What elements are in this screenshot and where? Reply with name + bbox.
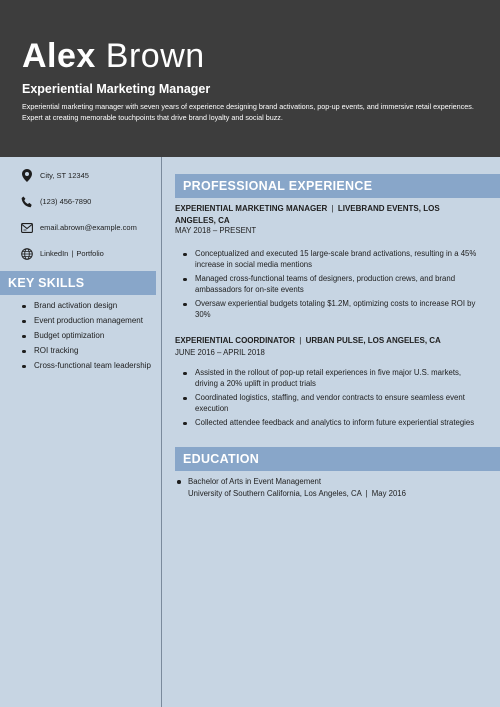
list-item: Budget optimization <box>20 331 160 342</box>
degree: Bachelor of Arts in Event Management <box>175 476 485 488</box>
list-item: Cross-functional team leadership <box>20 361 160 372</box>
school-separator: | <box>365 489 368 498</box>
contact-phone <box>20 195 91 208</box>
list-item: Conceptualized and executed 15 large-scale brand activations, resulting in a 45% increase in social media mentions <box>181 249 486 270</box>
graduation-date: May 2016 <box>371 489 406 498</box>
skills-list <box>20 301 160 376</box>
job-title-1 <box>175 203 475 226</box>
link-separator: | <box>71 249 74 258</box>
email-text[interactable]: email.abrown@example.com <box>40 223 137 232</box>
job-position: EXPERIENTIAL COORDINATOR <box>175 336 296 345</box>
job-dates-2: JUNE 2016 – APRIL 2018 <box>175 348 265 357</box>
job-company: URBAN PULSE, LOS ANGELES, CA <box>305 336 441 345</box>
job-position: EXPERIENTIAL MARKETING MANAGER <box>175 204 328 213</box>
first-name: Alex <box>22 37 96 75</box>
contact-email <box>20 221 137 234</box>
phone-text[interactable]: (123) 456-7890 <box>40 197 92 206</box>
school-line <box>175 488 485 500</box>
job-role-title: Experiential Marketing Manager <box>22 82 211 96</box>
job-bullets-2 <box>181 368 486 433</box>
list-item: ROI tracking <box>20 346 160 357</box>
location-text: City, ST 12345 <box>40 171 89 180</box>
resume-header <box>0 0 500 157</box>
column-divider <box>161 157 162 707</box>
list-item: Brand activation design <box>20 301 160 312</box>
linkedin-link[interactable]: LinkedIn <box>40 249 69 258</box>
job-company: LIVEBRAND EVENTS, LOS ANGELES, CA <box>175 204 440 225</box>
list-item: Oversaw experiential budgets totaling $1.2M, optimizing costs to increase ROI by 30% <box>181 299 486 320</box>
last-name: Brown <box>105 37 205 75</box>
list-item: Managed cross-functional teams of designers, production crews, and brand ambassadors for on-site events <box>181 274 486 295</box>
location-pin-icon <box>20 169 33 182</box>
job-title-2 <box>175 335 475 347</box>
professional-summary: Experiential marketing manager with seven years of experience designing brand activations, pop-up events, and immersive retail experiences. Expert at creating memorable touchpoints that drive brand loyalty and social buzz. <box>22 102 474 122</box>
candidate-name <box>22 36 205 76</box>
list-item: Coordinated logistics, staffing, and vendor contracts to ensure seamless event execution <box>181 393 486 414</box>
list-item: Event production management <box>20 316 160 327</box>
list-item: Assisted in the rollout of pop-up retail experiences in five major U.S. markets, driving a 20% uplift in product trials <box>181 368 486 389</box>
job-dates-1: MAY 2018 – PRESENT <box>175 226 257 235</box>
school-name: University of Southern California, Los Angeles, CA <box>188 489 362 498</box>
title-separator: | <box>299 336 302 345</box>
contact-location <box>20 169 89 182</box>
phone-icon <box>20 195 33 208</box>
list-item: Collected attendee feedback and analytics to inform future experiential strategies <box>181 418 486 429</box>
education-entry <box>175 476 485 500</box>
portfolio-link[interactable]: Portfolio <box>76 249 104 258</box>
key-skills-heading: KEY SKILLS <box>0 271 156 295</box>
job-bullets-1 <box>181 249 486 324</box>
experience-heading: PROFESSIONAL EXPERIENCE <box>175 174 500 198</box>
globe-icon <box>20 247 33 260</box>
title-separator: | <box>331 204 334 213</box>
education-heading: EDUCATION <box>175 447 500 471</box>
email-icon <box>20 221 33 234</box>
contact-links <box>20 247 104 260</box>
